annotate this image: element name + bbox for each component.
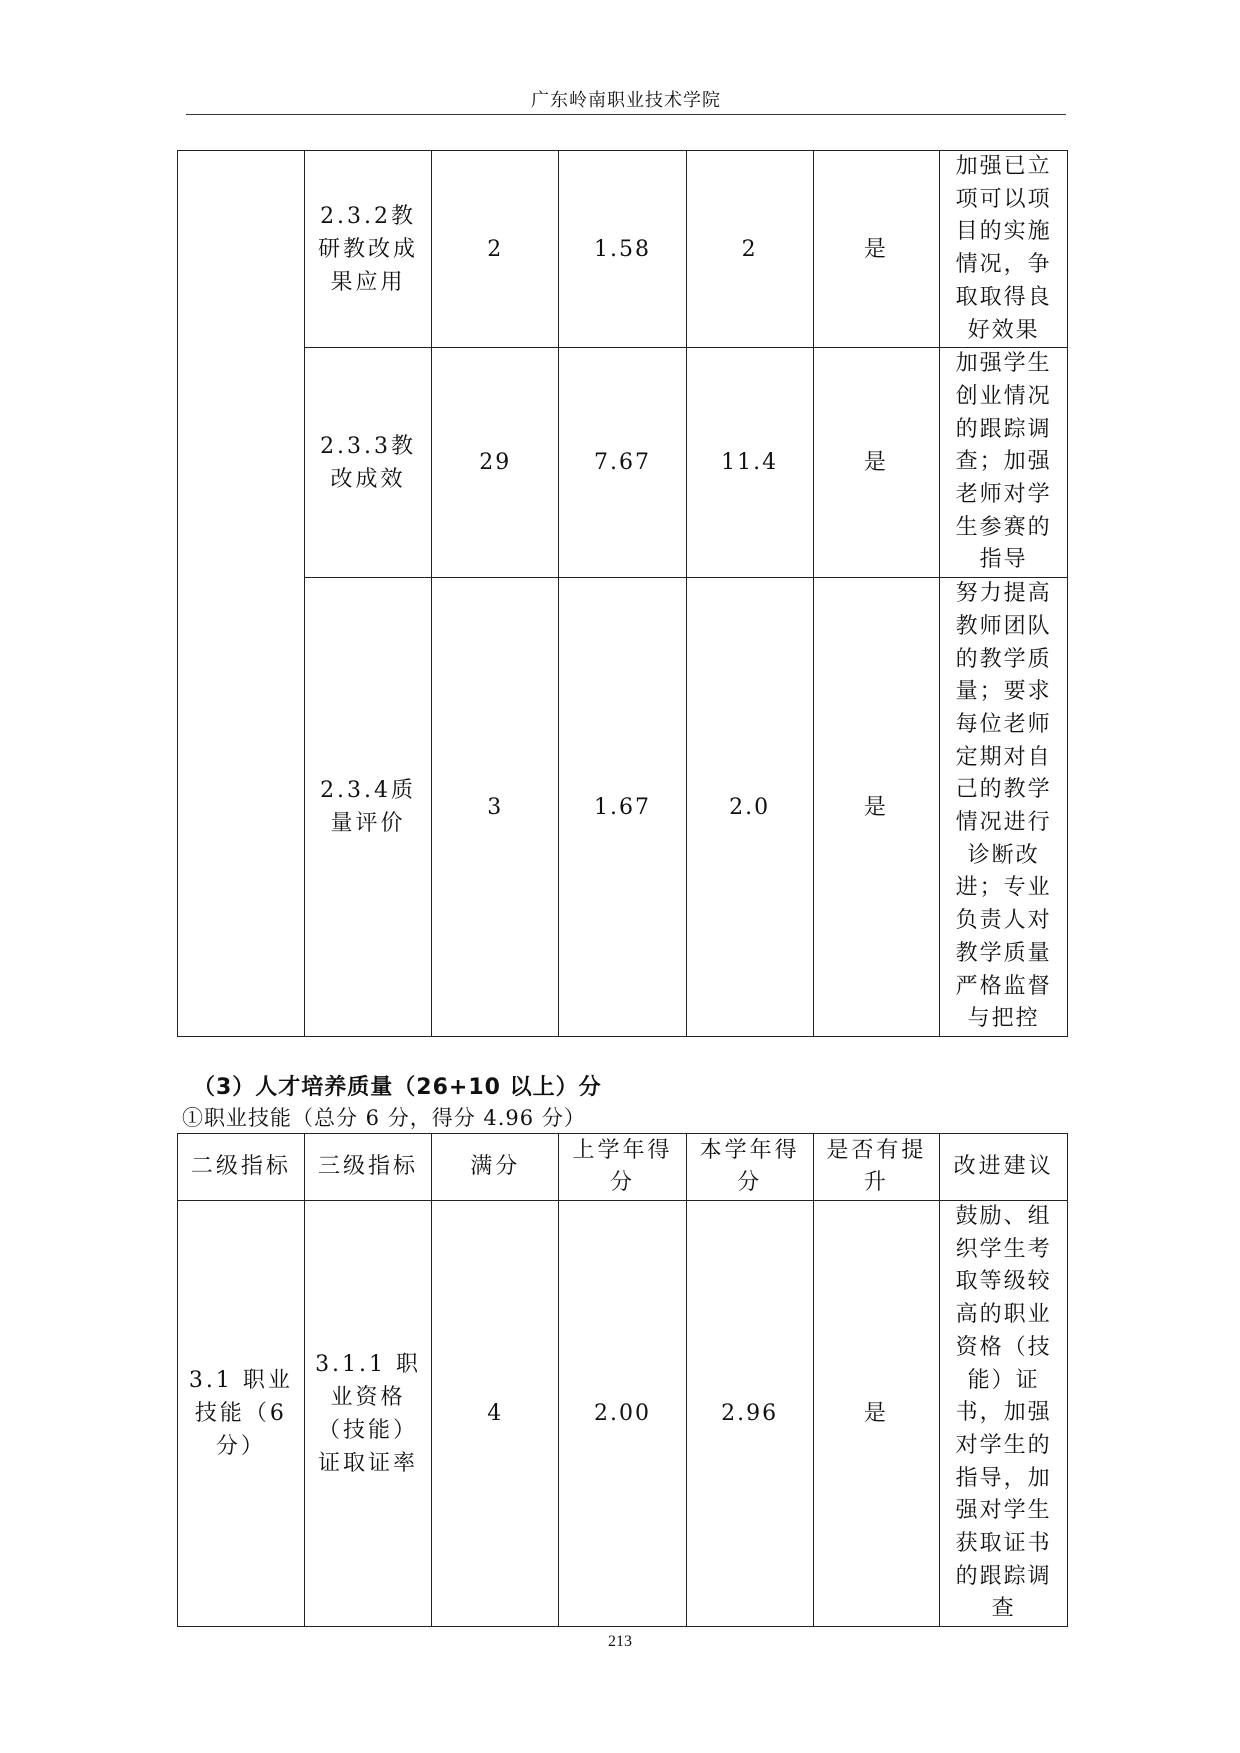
suggestion-cell: 鼓励、组织学生考取等级较高的职业资格（技能）证书，加强对学生的指导，加强对学生获取证书的跟踪调查 (940, 1201, 1068, 1627)
skills-score-table (177, 1133, 1068, 1627)
level3-cell: 3.1.1 职业资格（技能）证取证率 (304, 1201, 432, 1627)
section-subtitle: ①职业技能（总分 6 分，得分 4.96 分） (182, 1106, 586, 1130)
current-year-score-cell: 2.96 (686, 1201, 813, 1627)
header-level3: 三级指标 (304, 1134, 432, 1201)
page-header-title: 广东岭南职业技术学院 (531, 90, 721, 111)
full-score-cell: 3 (432, 578, 559, 1037)
suggestion-cell: 加强已立项可以项目的实施情况，争取取得良好效果 (940, 151, 1068, 348)
table-row (178, 578, 1068, 1037)
improved-cell: 是 (813, 578, 940, 1037)
full-score-cell: 2 (432, 151, 559, 348)
indicator-cell: 2.3.2教研教改成果应用 (304, 151, 432, 348)
table-row (178, 151, 1068, 348)
table-row (178, 348, 1068, 578)
header-current-year-score: 本学年得分 (686, 1134, 813, 1201)
suggestion-cell: 努力提高教师团队的教学质量；要求每位老师定期对自己的教学情况进行诊断改进；专业负责人对教学质量严格监督与把控 (940, 578, 1068, 1037)
indicator-cell: 2.3.4质量评价 (304, 578, 432, 1037)
last-year-score-cell: 2.00 (559, 1201, 687, 1627)
improved-cell: 是 (813, 348, 940, 578)
current-year-score-cell: 2.0 (686, 578, 813, 1037)
header-rule (186, 114, 1066, 115)
table-header-row (178, 1134, 1068, 1201)
last-year-score-cell: 1.67 (559, 578, 687, 1037)
last-year-score-cell: 7.67 (559, 348, 687, 578)
current-year-score-cell: 2 (686, 151, 813, 348)
header-improved: 是否有提升 (813, 1134, 940, 1201)
indicator-cell: 2.3.3教改成效 (304, 348, 432, 578)
level2-cell: 3.1 职业技能（6分） (178, 1201, 305, 1627)
section-title: （3）人才培养质量（26+10 以上）分 (193, 1075, 602, 1100)
full-score-cell: 4 (432, 1201, 559, 1627)
page-number: 213 (608, 1633, 632, 1650)
continued-score-table (177, 150, 1068, 1037)
header-full-score: 满分 (432, 1134, 559, 1201)
suggestion-cell: 加强学生创业情况的跟踪调查；加强老师对学生参赛的指导 (940, 348, 1068, 578)
improved-cell: 是 (813, 151, 940, 348)
header-suggestion: 改进建议 (940, 1134, 1068, 1201)
level2-cell-continued (178, 151, 305, 1037)
improved-cell: 是 (813, 1201, 940, 1627)
full-score-cell: 29 (432, 348, 559, 578)
header-level2: 二级指标 (178, 1134, 305, 1201)
table-row (178, 1201, 1068, 1627)
current-year-score-cell: 11.4 (686, 348, 813, 578)
last-year-score-cell: 1.58 (559, 151, 687, 348)
header-last-year-score: 上学年得分 (559, 1134, 687, 1201)
